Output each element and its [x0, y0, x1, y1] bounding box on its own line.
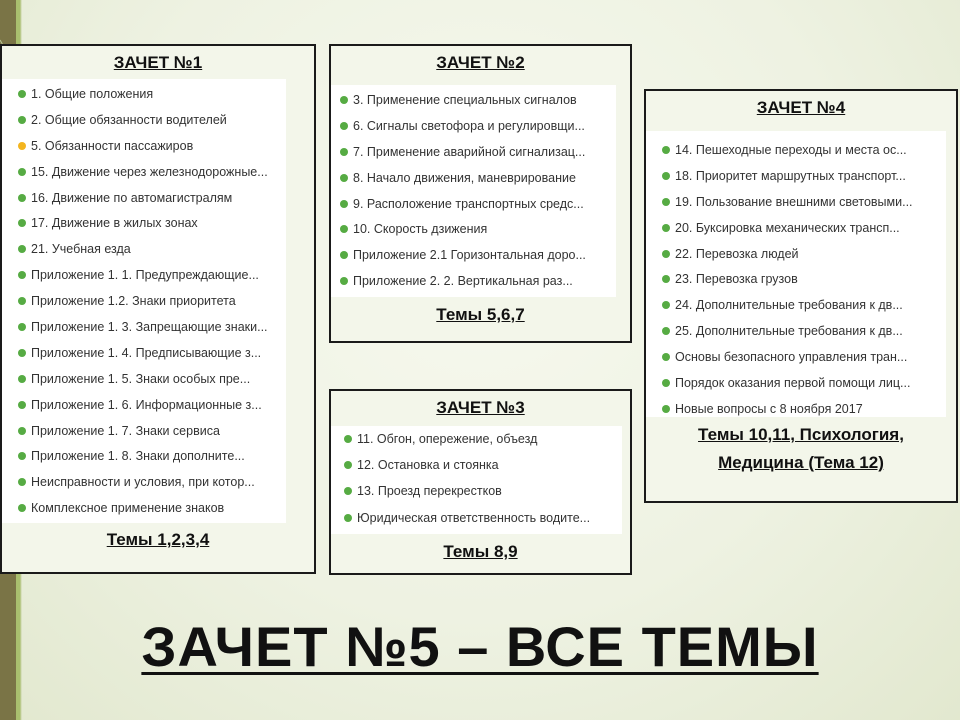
- topic-list-item[interactable]: [662, 396, 946, 422]
- topic-list-item[interactable]: [340, 139, 616, 165]
- topic-list-item[interactable]: [18, 392, 286, 418]
- topic-list-item[interactable]: [344, 505, 622, 531]
- topic-label: 11. Обгон, опережение, объезд: [357, 432, 538, 447]
- topic-label: Неисправности и условия, при котор...: [31, 475, 255, 490]
- topic-label: Юридическая ответственность водите...: [357, 510, 591, 525]
- topic-label: 24. Дополнительные требования к дв...: [675, 298, 903, 313]
- topic-label: 9. Расположение транспортных средс...: [353, 196, 584, 211]
- status-dot-green-icon: [18, 349, 26, 357]
- topic-list-item[interactable]: [18, 133, 286, 159]
- status-dot-green-icon: [340, 174, 348, 182]
- topic-label: Приложение 1. 1. Предупреждающие...: [31, 268, 259, 283]
- topic-list: [331, 426, 622, 534]
- topic-list-item[interactable]: [18, 236, 286, 262]
- topic-label: Приложение 1. 4. Предписывающие з...: [31, 345, 262, 360]
- topic-label: 10. Скорость дзижения: [353, 222, 488, 237]
- topic-list-item[interactable]: [340, 216, 616, 242]
- status-dot-green-icon: [18, 478, 26, 486]
- status-dot-green-icon: [662, 250, 670, 258]
- topic-label: Приложение 1. 8. Знаки дополните...: [31, 449, 245, 464]
- topic-label: Приложение 1. 7. Знаки сервиса: [31, 423, 220, 438]
- panel-footer: Темы 1,2,3,4: [106, 530, 210, 550]
- status-dot-green-icon: [18, 168, 26, 176]
- status-dot-green-icon: [18, 116, 26, 124]
- status-dot-green-icon: [18, 323, 26, 331]
- topic-label: 18. Приоритет маршрутных транспорт...: [675, 168, 906, 183]
- topic-label: Приложение 2. 2. Вертикальная раз...: [353, 274, 573, 289]
- topic-label: Новые вопросы с 8 ноября 2017: [675, 401, 863, 416]
- exam-panel-2: [329, 44, 632, 343]
- status-dot-green-icon: [340, 225, 348, 233]
- status-dot-green-icon: [662, 353, 670, 361]
- topic-list-item[interactable]: [662, 137, 946, 163]
- panel-footer-line: Медицина (Тема 12): [718, 453, 884, 472]
- topic-label: 1. Общие положения: [31, 86, 154, 101]
- panel-title: ЗАЧЕТ №3: [436, 398, 525, 417]
- panel-footer: Темы 5,6,7: [436, 305, 525, 324]
- topic-list-item[interactable]: [340, 113, 616, 139]
- status-dot-green-icon: [18, 271, 26, 279]
- status-dot-green-icon: [662, 224, 670, 232]
- topic-label: 20. Буксировка механических трансп...: [675, 220, 900, 235]
- topic-list-item[interactable]: [344, 452, 622, 478]
- topic-list-item[interactable]: [662, 344, 946, 370]
- exam-panel-4: [644, 89, 958, 503]
- status-dot-green-icon: [662, 146, 670, 154]
- status-dot-green-icon: [340, 200, 348, 208]
- status-dot-green-icon: [662, 198, 670, 206]
- panel-footer-line: Темы 10,11, Психология,: [698, 425, 904, 444]
- topic-label: 14. Пешеходные переходы и места ос...: [675, 142, 907, 157]
- topic-label: 5. Обязанности пассажиров: [31, 138, 194, 153]
- topic-list-item[interactable]: [662, 189, 946, 215]
- status-dot-green-icon: [18, 245, 26, 253]
- topic-label: 7. Применение аварийной сигнализац...: [353, 144, 586, 159]
- topic-list-item[interactable]: [662, 292, 946, 318]
- status-dot-green-icon: [340, 148, 348, 156]
- status-dot-green-icon: [340, 251, 348, 259]
- topic-label: 19. Пользование внешними световыми...: [675, 194, 913, 209]
- topic-list-item[interactable]: [340, 268, 616, 294]
- topic-label: 25. Дополнительные требования к дв...: [675, 324, 903, 339]
- main-title: ЗАЧЕТ №5 – ВСЕ ТЕМЫ: [141, 615, 819, 678]
- topic-label: 6. Сигналы светофора и регулировщи...: [353, 118, 585, 133]
- status-dot-green-icon: [662, 172, 670, 180]
- topic-list-item[interactable]: [18, 443, 286, 469]
- topic-label: 13. Проезд перекрестков: [357, 484, 502, 499]
- status-dot-green-icon: [340, 277, 348, 285]
- topic-list-item[interactable]: [662, 266, 946, 292]
- status-dot-green-icon: [662, 405, 670, 413]
- status-dot-green-icon: [18, 297, 26, 305]
- topic-label: 8. Начало движения, маневрирование: [353, 170, 576, 185]
- status-dot-green-icon: [18, 504, 26, 512]
- status-dot-green-icon: [344, 514, 352, 522]
- topic-list-item[interactable]: [18, 469, 286, 495]
- topic-list-item[interactable]: [18, 107, 286, 133]
- topic-label: 12. Остановка и стоянка: [357, 458, 499, 473]
- topic-label: Комплексное применение знаков: [31, 501, 225, 516]
- status-dot-green-icon: [18, 194, 26, 202]
- status-dot-yellow-icon: [18, 142, 26, 150]
- status-dot-green-icon: [18, 401, 26, 409]
- topic-list-item[interactable]: [340, 87, 616, 113]
- topic-label: Приложение 1.2. Знаки приоритета: [31, 294, 236, 309]
- topic-label: 3. Применение специальных сигналов: [353, 92, 577, 107]
- exam-panel-1: [0, 44, 316, 574]
- topic-list-item[interactable]: [18, 288, 286, 314]
- status-dot-green-icon: [662, 327, 670, 335]
- topic-list-item[interactable]: [662, 163, 946, 189]
- topic-list: [2, 79, 286, 523]
- topic-label: 15. Движение через железнодорожные...: [31, 164, 268, 179]
- topic-label: 16. Движение по автомагистралям: [31, 190, 233, 205]
- status-dot-green-icon: [662, 301, 670, 309]
- topic-label: Приложение 1. 3. Запрещающие знаки...: [31, 319, 268, 334]
- topic-list: [646, 131, 946, 417]
- topic-label: Приложение 1. 5. Знаки особых пре...: [31, 371, 251, 386]
- topic-list-item[interactable]: [340, 191, 616, 217]
- topic-list-item[interactable]: [18, 159, 286, 185]
- status-dot-green-icon: [340, 96, 348, 104]
- topic-list-item[interactable]: [18, 366, 286, 392]
- panel-title: ЗАЧЕТ №1: [113, 53, 203, 72]
- topic-list-item[interactable]: [18, 340, 286, 366]
- topic-list-item[interactable]: [18, 210, 286, 236]
- topic-list: [331, 85, 616, 297]
- topic-label: 2. Общие обязанности водителей: [31, 112, 227, 127]
- topic-list-item[interactable]: [18, 185, 286, 211]
- topic-label: 17. Движение в жилых зонах: [31, 216, 198, 231]
- status-dot-green-icon: [18, 375, 26, 383]
- topic-label: Приложение 1. 6. Информационные з...: [31, 397, 262, 412]
- topic-label: 21. Учебная езда: [31, 242, 131, 257]
- status-dot-green-icon: [18, 427, 26, 435]
- topic-label: 22. Перевозка людей: [675, 246, 799, 261]
- status-dot-green-icon: [340, 122, 348, 130]
- topic-label: Приложение 2.1 Горизонтальная доро...: [353, 248, 586, 263]
- status-dot-green-icon: [662, 379, 670, 387]
- status-dot-green-icon: [18, 452, 26, 460]
- topic-list-item[interactable]: [344, 426, 622, 452]
- topic-list-item[interactable]: [662, 215, 946, 241]
- status-dot-green-icon: [18, 90, 26, 98]
- topic-list-item[interactable]: [18, 262, 286, 288]
- panel-footer: Темы 8,9: [443, 542, 518, 561]
- topic-list-item[interactable]: [662, 318, 946, 344]
- status-dot-green-icon: [344, 487, 352, 495]
- topic-list-item[interactable]: [662, 370, 946, 396]
- panel-footer: [646, 421, 956, 477]
- panel-title: ЗАЧЕТ №2: [436, 53, 525, 72]
- topic-list-item[interactable]: [18, 418, 286, 444]
- topic-label: Порядок оказания первой помощи лиц...: [675, 375, 911, 390]
- topic-list-item[interactable]: [662, 241, 946, 267]
- panel-title: ЗАЧЕТ №4: [756, 98, 846, 117]
- topic-list-item[interactable]: [340, 165, 616, 191]
- topic-list-item[interactable]: [340, 242, 616, 268]
- status-dot-green-icon: [344, 435, 352, 443]
- topic-list-item[interactable]: [18, 314, 286, 340]
- status-dot-green-icon: [662, 275, 670, 283]
- topic-list-item[interactable]: [18, 495, 286, 521]
- topic-label: 23. Перевозка грузов: [675, 272, 798, 287]
- topic-list-item[interactable]: [18, 81, 286, 107]
- status-dot-green-icon: [18, 219, 26, 227]
- status-dot-green-icon: [344, 461, 352, 469]
- topic-label: Основы безопасного управления тран...: [675, 350, 908, 365]
- exam-panel-3: [329, 389, 632, 575]
- topic-list-item[interactable]: [344, 478, 622, 504]
